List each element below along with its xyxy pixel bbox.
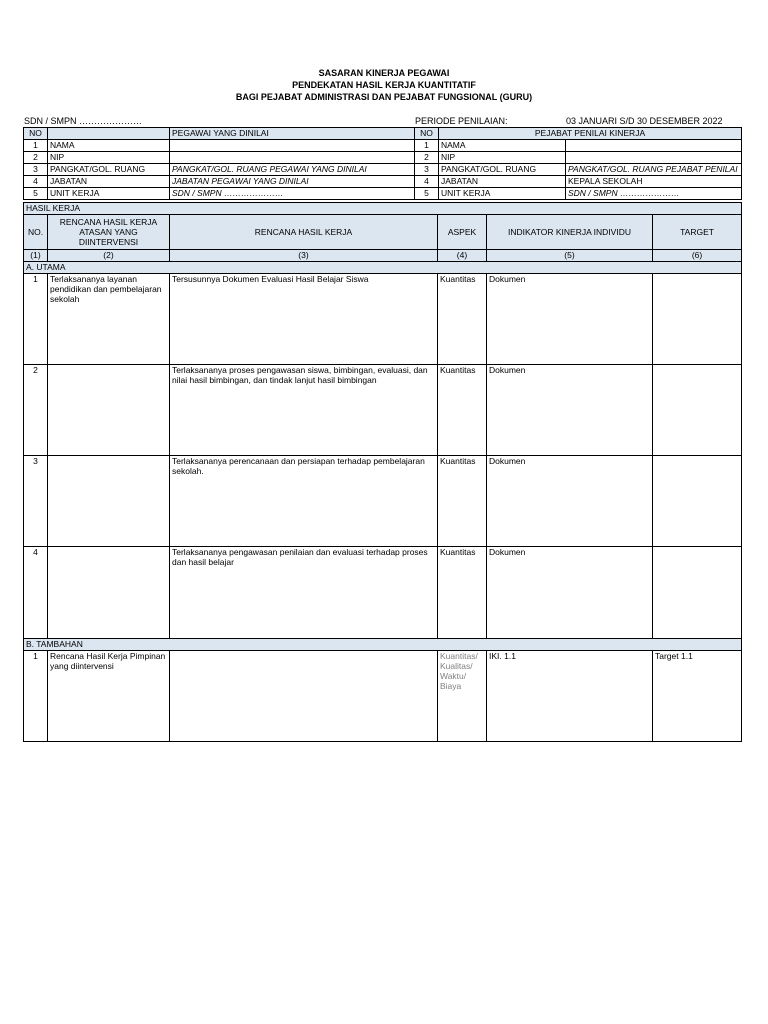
id-label-right: UNIT KERJA: [439, 188, 566, 200]
section-tambahan: B. TAMBAHAN: [24, 639, 742, 651]
row-indikator: Dokumen: [487, 547, 653, 639]
id-label: PANGKAT/GOL. RUANG: [48, 164, 170, 176]
identity-table: [23, 127, 742, 200]
table-row: [24, 456, 742, 547]
id-label-right: JABATAN: [439, 176, 566, 188]
id-left-value: [170, 140, 415, 152]
row-no: 3: [24, 456, 48, 547]
row-indikator: Dokumen: [487, 456, 653, 547]
row-indikator: IKI. 1.1: [487, 651, 653, 742]
row-atasan: [48, 456, 170, 547]
id-label: NAMA: [48, 140, 170, 152]
row-aspek: Kuantitas: [438, 456, 487, 547]
unit-label: SDN / SMPN …………………: [24, 116, 143, 126]
row-target: [653, 456, 742, 547]
id-label: NIP: [48, 152, 170, 164]
row-atasan: [48, 547, 170, 639]
periode-value: 03 JANUARI S/D 30 DESEMBER 2022: [566, 116, 723, 126]
row-indikator: Dokumen: [487, 365, 653, 456]
left-title: PEGAWAI YANG DINILAI: [170, 128, 415, 140]
row-aspek: Kuantitas: [438, 547, 487, 639]
id-left-value: JABATAN PEGAWAI YANG DINILAI: [170, 176, 415, 188]
col-header-no: NO.: [24, 215, 48, 250]
id-label-right: PANGKAT/GOL. RUANG: [439, 164, 566, 176]
id-label-right: NIP: [439, 152, 566, 164]
col-num: (3): [170, 250, 438, 262]
doc-title: SASARAN KINERJA PEGAWAI: [318, 68, 450, 78]
id-no-right: 2: [415, 152, 439, 164]
id-right-value: [566, 152, 742, 164]
section-utama: A. UTAMA: [24, 262, 742, 274]
id-right-value: [566, 140, 742, 152]
row-target: [653, 547, 742, 639]
row-atasan: Rencana Hasil Kerja Pimpinan yang diintervensi: [48, 651, 170, 742]
id-label: JABATAN: [48, 176, 170, 188]
id-no: 2: [24, 152, 48, 164]
periode-label: PERIODE PENILAIAN:: [415, 116, 508, 126]
col-header-indikator: INDIKATOR KINERJA INDIVIDU: [487, 215, 653, 250]
col-num: (4): [438, 250, 487, 262]
blank-head: [48, 128, 170, 140]
row-no: 4: [24, 547, 48, 639]
id-left-value: SDN / SMPN …………………: [170, 188, 415, 200]
col-no-right: NO: [415, 128, 439, 140]
row-atasan: Terlaksananya layanan pendidikan dan pembelajaran sekolah: [48, 274, 170, 365]
table-row: [24, 365, 742, 456]
row-rencana: Terlaksananya pengawasan penilaian dan evaluasi terhadap proses dan hasil belajar: [170, 547, 438, 639]
row-indikator: Dokumen: [487, 274, 653, 365]
row-rencana: [170, 651, 438, 742]
id-no-right: 3: [415, 164, 439, 176]
row-rencana: Terlaksananya proses pengawasan siswa, bimbingan, evaluasi, dan nilai hasil bimbingan, dan tindak lanjut hasil bimbingan: [170, 365, 438, 456]
row-target: Target 1.1: [653, 651, 742, 742]
id-no-right: 1: [415, 140, 439, 152]
hasil-kerja-table: [23, 202, 742, 742]
id-right-value: SDN / SMPN …………………: [566, 188, 742, 200]
id-no: 5: [24, 188, 48, 200]
row-no: 1: [24, 651, 48, 742]
id-left-value: [170, 152, 415, 164]
id-no: 3: [24, 164, 48, 176]
section-hasil-kerja: HASIL KERJA: [24, 203, 742, 215]
row-aspek: Kuantitas/ Kualitas/ Waktu/ Biaya: [438, 651, 487, 742]
col-header-aspek: ASPEK: [438, 215, 487, 250]
row-rencana: Terlaksananya perencanaan dan persiapan terhadap pembelajaran sekolah.: [170, 456, 438, 547]
col-no: NO: [24, 128, 48, 140]
id-label-right: NAMA: [439, 140, 566, 152]
table-row: [24, 547, 742, 639]
col-header-atasan: RENCANA HASIL KERJA ATASAN YANG DIINTERVENSI: [48, 215, 170, 250]
id-no: 1: [24, 140, 48, 152]
id-no: 4: [24, 176, 48, 188]
col-num: (2): [48, 250, 170, 262]
col-header-target: TARGET: [653, 215, 742, 250]
col-num: (6): [653, 250, 742, 262]
id-label: UNIT KERJA: [48, 188, 170, 200]
row-aspek: Kuantitas: [438, 365, 487, 456]
table-row: [24, 651, 742, 742]
id-left-value: PANGKAT/GOL. RUANG PEGAWAI YANG DINILAI: [170, 164, 415, 176]
table-row: [24, 274, 742, 365]
id-right-value: PANGKAT/GOL. RUANG PEJABAT PENILAI: [566, 164, 742, 176]
row-no: 2: [24, 365, 48, 456]
col-header-rencana: RENCANA HASIL KERJA: [170, 215, 438, 250]
row-no: 1: [24, 274, 48, 365]
id-no-right: 4: [415, 176, 439, 188]
row-target: [653, 365, 742, 456]
right-title: PEJABAT PENILAI KINERJA: [439, 128, 742, 140]
id-right-value: KEPALA SEKOLAH: [566, 176, 742, 188]
row-target: [653, 274, 742, 365]
doc-subtitle: PENDEKATAN HASIL KERJA KUANTITATIF: [292, 80, 476, 90]
col-num: (5): [487, 250, 653, 262]
id-no-right: 5: [415, 188, 439, 200]
row-aspek: Kuantitas: [438, 274, 487, 365]
row-atasan: [48, 365, 170, 456]
doc-subtitle-2: BAGI PEJABAT ADMINISTRASI DAN PEJABAT FUNGSIONAL (GURU): [235, 92, 533, 102]
col-num: (1): [24, 250, 48, 262]
row-rencana: Tersusunnya Dokumen Evaluasi Hasil Belajar Siswa: [170, 274, 438, 365]
